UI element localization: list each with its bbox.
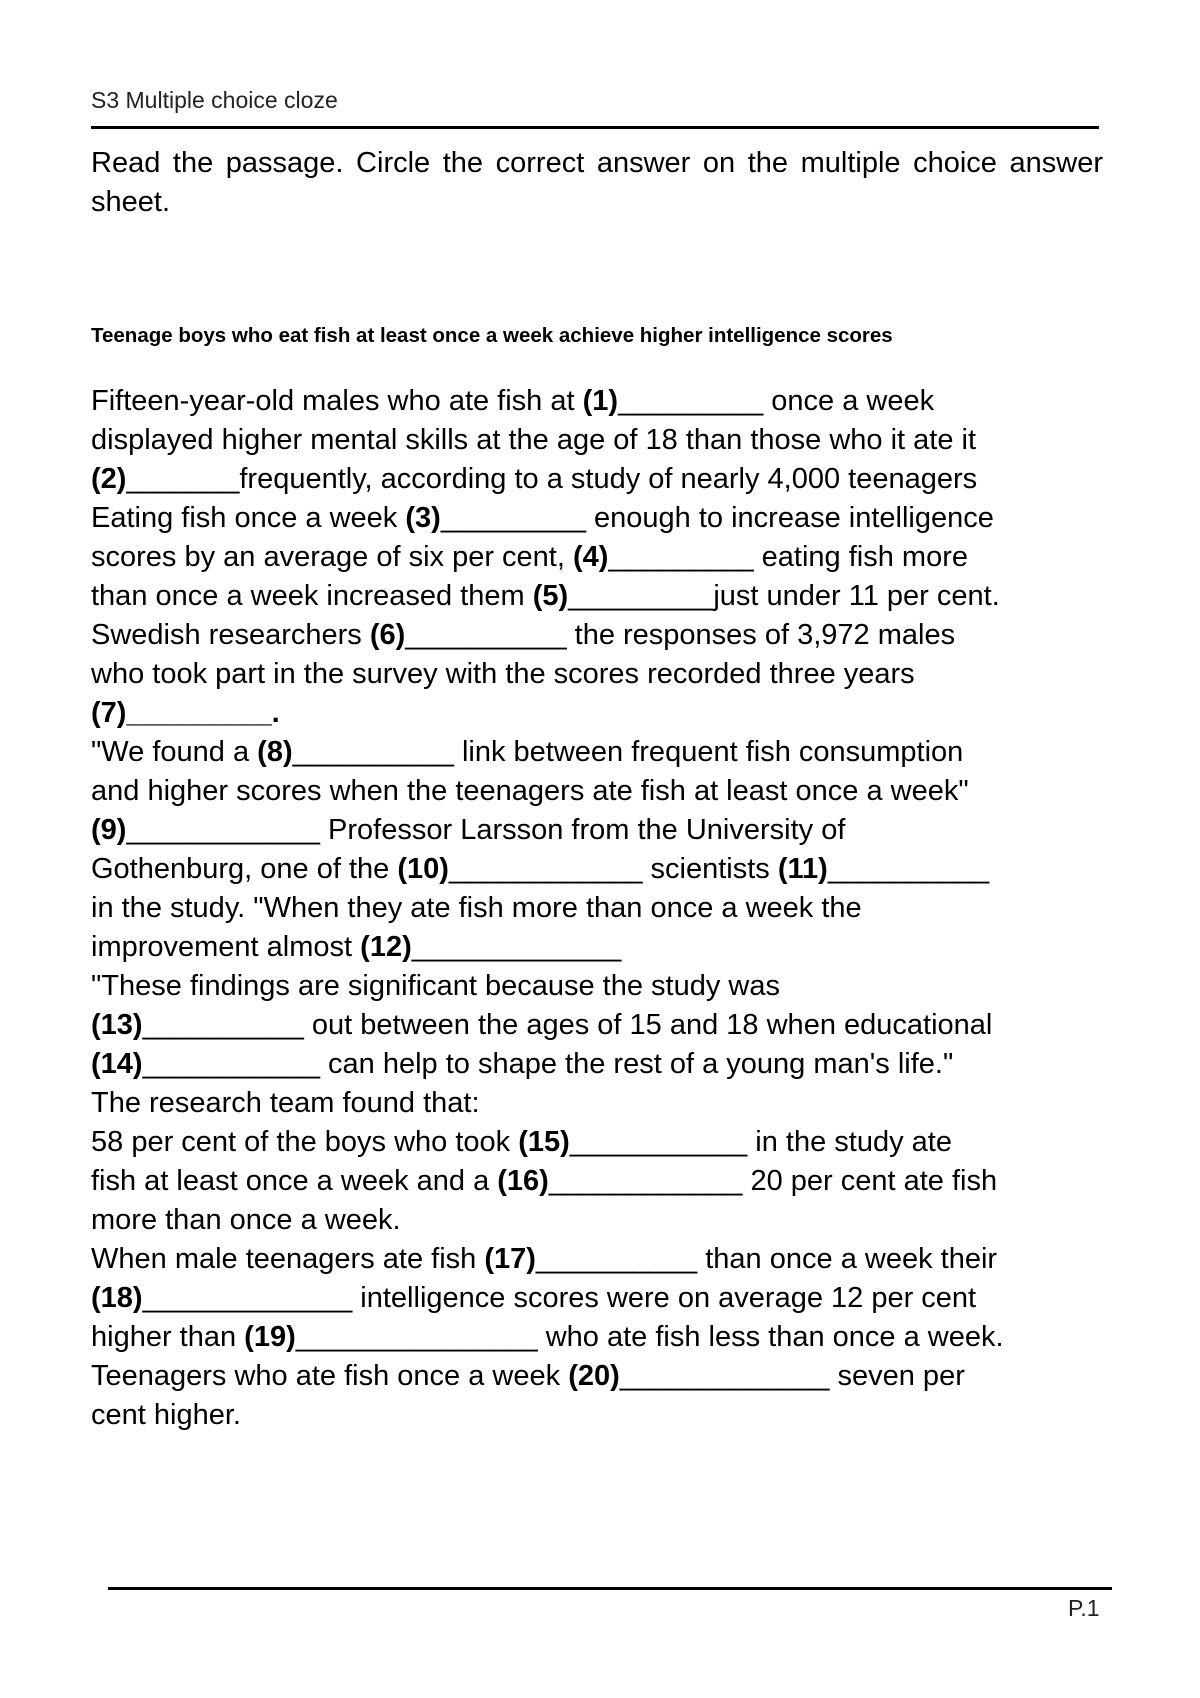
passage-text: ____________ scientists xyxy=(448,853,778,885)
passage-line xyxy=(91,1006,1121,1045)
passage-text: __________ link between frequent fish consumption xyxy=(292,736,964,768)
passage-text: ____________ 20 per cent ate fish xyxy=(548,1165,998,1197)
question-number: (4) xyxy=(572,541,609,573)
instructions-text: Read the passage. Circle the correct answer on the multiple choice answer sheet. xyxy=(91,147,1103,218)
passage-line xyxy=(91,1318,1121,1357)
question-number: (13) xyxy=(91,1009,143,1041)
passage-line xyxy=(91,928,1121,967)
question-number: (6) xyxy=(369,619,406,651)
question-number: (9) xyxy=(91,814,127,846)
passage-text: scores by an average of six per cent, xyxy=(91,541,573,573)
question-number: (19) xyxy=(244,1321,296,1353)
passage-line xyxy=(91,1240,1121,1279)
footer-divider xyxy=(108,1587,1112,1590)
passage-text: cent higher. xyxy=(91,1399,241,1431)
passage-line xyxy=(91,499,1121,538)
passage-text: higher than xyxy=(91,1321,245,1353)
passage-text: and higher scores when the teenagers ate fish at least once a week" xyxy=(91,775,969,807)
passage-text: __________ xyxy=(827,853,990,885)
passage-line xyxy=(91,421,1121,460)
passage-text: improvement almost xyxy=(91,931,361,963)
question-number: (16) xyxy=(497,1165,549,1197)
passage-text: fish at least once a week and a xyxy=(91,1165,498,1197)
question-number: (20) xyxy=(568,1360,620,1392)
page-number: P.1 xyxy=(1068,1595,1100,1621)
passage-line xyxy=(91,382,1121,421)
question-number: (14) xyxy=(91,1048,143,1080)
passage-text: _____________ xyxy=(411,931,622,963)
passage-text: "These findings are significant because the study was xyxy=(91,970,780,1002)
header-divider xyxy=(91,126,1099,129)
passage-text: _________ once a week xyxy=(618,385,935,417)
passage-text: __________ than once a week their xyxy=(535,1243,998,1275)
passage-text: _________ enough to increase intelligence xyxy=(440,502,994,534)
question-number: (17) xyxy=(484,1243,536,1275)
passage-text: 58 per cent of the boys who took xyxy=(91,1126,519,1158)
article-title: Teenage boys who eat fish at least once a week achieve higher intelligence scores xyxy=(91,324,893,347)
cloze-passage xyxy=(91,382,1121,1435)
question-number: (11) xyxy=(777,853,828,885)
passage-line xyxy=(91,1396,1121,1435)
passage-line xyxy=(91,1162,1121,1201)
question-number: (7) xyxy=(91,697,127,729)
passage-line xyxy=(91,811,1121,850)
passage-text: The research team found that: xyxy=(91,1087,480,1119)
passage-text: in the study. "When they ate fish more than once a week the xyxy=(91,892,862,924)
passage-text: Eating fish once a week xyxy=(91,502,406,534)
passage-text: than once a week increased them xyxy=(91,580,533,612)
question-number: (10) xyxy=(397,853,449,885)
question-number: (12) xyxy=(360,931,412,963)
passage-line xyxy=(91,889,1121,928)
passage-text: _______________ who ate fish less than once a week. xyxy=(295,1321,1004,1353)
question-number: (18) xyxy=(91,1282,143,1314)
question-number: (2) xyxy=(91,463,127,495)
passage-line xyxy=(91,733,1121,772)
passage-text: more than once a week. xyxy=(91,1204,401,1236)
passage-text: Swedish researchers xyxy=(91,619,370,651)
question-number: (15) xyxy=(518,1126,570,1158)
passage-text: ___________ can help to shape the rest of a young man's life." xyxy=(142,1048,954,1080)
passage-line xyxy=(91,577,1121,616)
passage-line xyxy=(91,1123,1121,1162)
passage-text: who took part in the survey with the scores recorded three years xyxy=(91,658,915,690)
question-number: (3) xyxy=(405,502,441,534)
passage-text: Fifteen-year-old males who ate fish at xyxy=(91,385,583,417)
passage-line xyxy=(91,694,1121,733)
passage-line xyxy=(91,655,1121,694)
passage-text: Teenagers who ate fish once a week xyxy=(91,1360,569,1392)
passage-text: When male teenagers ate fish xyxy=(91,1243,485,1275)
passage-line xyxy=(91,460,1121,499)
passage-line xyxy=(91,538,1121,577)
passage-text: __________ the responses of 3,972 males xyxy=(405,619,956,651)
question-number: (5) xyxy=(532,580,569,612)
passage-line xyxy=(91,850,1121,889)
passage-line xyxy=(91,772,1121,811)
passage-line xyxy=(91,1279,1121,1318)
passage-line xyxy=(91,1201,1121,1240)
passage-text: _____________ intelligence scores were on average 12 per cent xyxy=(142,1282,977,1314)
question-number: _________. xyxy=(126,697,280,729)
passage-line xyxy=(91,616,1121,655)
passage-text: _________ eating fish more xyxy=(608,541,968,573)
passage-text: _________just under 11 per cent. xyxy=(568,580,1000,612)
passage-text: Gothenburg, one of the xyxy=(91,853,398,885)
passage-line xyxy=(91,1357,1121,1396)
passage-text: ___________ in the study ate xyxy=(569,1126,952,1158)
passage-text: "We found a xyxy=(91,736,258,768)
question-number: (1) xyxy=(582,385,619,417)
question-number: (8) xyxy=(257,736,293,768)
passage-text: displayed higher mental skills at the age of 18 than those who it ate it xyxy=(91,424,977,456)
passage-text: __________ out between the ages of 15 and 18 when educational xyxy=(142,1009,993,1041)
passage-line xyxy=(91,1084,1121,1123)
passage-text: _______frequently, according to a study of nearly 4,000 teenagers xyxy=(126,463,978,495)
passage-text: _____________ seven per xyxy=(619,1360,965,1392)
passage-text: ____________ Professor Larsson from the University of xyxy=(126,814,846,846)
passage-line xyxy=(91,967,1121,1006)
worksheet-header-title: S3 Multiple choice cloze xyxy=(91,87,338,113)
passage-line xyxy=(91,1045,1121,1084)
